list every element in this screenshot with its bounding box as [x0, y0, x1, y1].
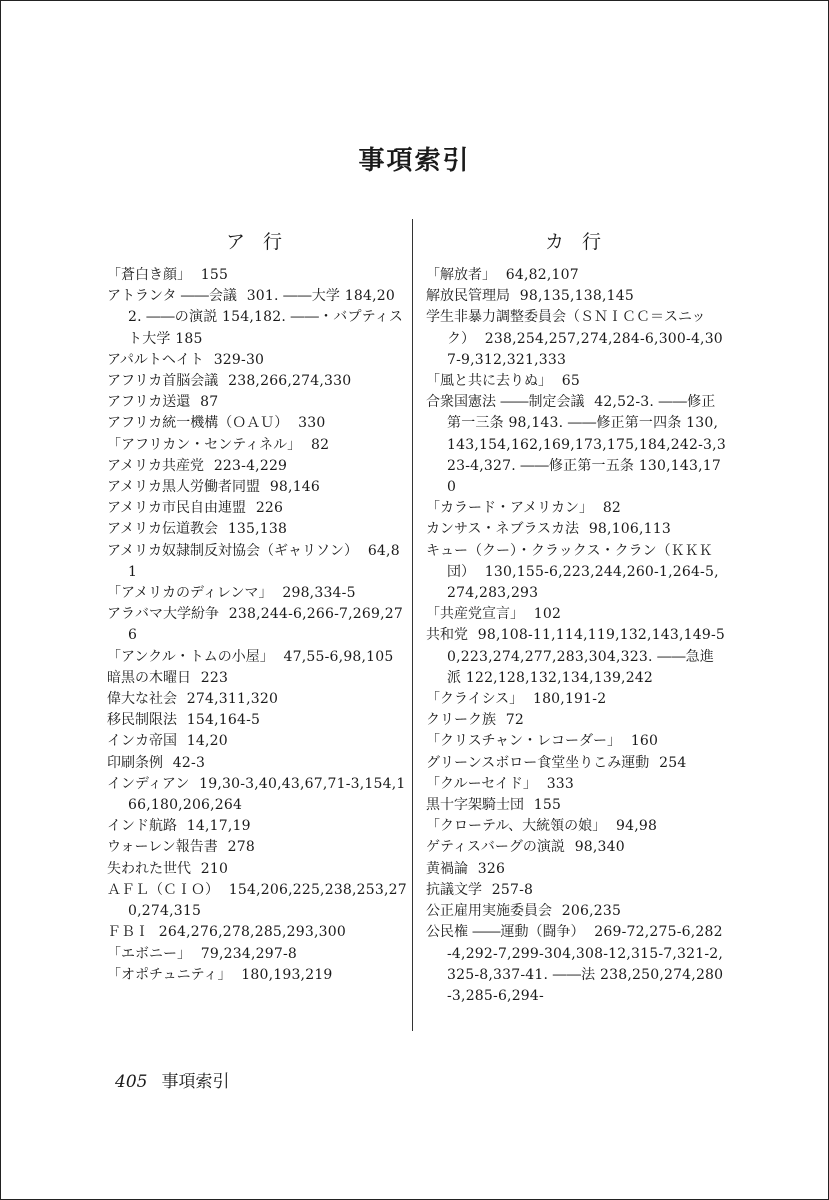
- index-entry: [107, 350, 407, 371]
- index-entry: [426, 286, 726, 307]
- index-term: 「風と共に去りぬ」: [426, 373, 552, 390]
- index-entry: [107, 541, 407, 583]
- index-pages: 14,17,19: [186, 818, 251, 835]
- page-title: 事項索引: [358, 146, 471, 176]
- index-pages: 98,340: [574, 839, 625, 856]
- index-term: 解放民管理局: [426, 288, 510, 305]
- index-term: ＡＦＬ（ＣＩＯ）: [107, 881, 219, 898]
- index-entry: [107, 519, 407, 540]
- index-term: アメリカ奴隷制反対協会（ギャリソン）: [107, 542, 359, 559]
- index-term: 「クライシス」: [426, 691, 524, 708]
- index-term: カンサス・ネブラスカ法: [426, 521, 580, 538]
- index-entry: [426, 731, 726, 752]
- index-pages: 155: [200, 267, 229, 283]
- footer-label: 事項索引: [161, 1072, 230, 1092]
- index-term: 印刷条例: [107, 754, 163, 771]
- index-pages: 238,254,257,274,284-6,300-4,307-9,312,321,333: [447, 330, 723, 368]
- index-entry: [426, 774, 726, 795]
- index-entry: [426, 710, 726, 731]
- index-pages: 65: [561, 373, 581, 390]
- index-pages: 206,235: [561, 903, 622, 920]
- index-pages: 326: [477, 860, 506, 877]
- index-pages: 180,191-2: [532, 691, 607, 708]
- page-number: 405: [115, 1072, 148, 1092]
- index-pages: 160: [630, 733, 659, 750]
- index-entry: [107, 604, 407, 646]
- index-pages: 278: [227, 839, 255, 856]
- index-term: 偉大な社会: [107, 691, 177, 708]
- index-pages: 64,81: [128, 542, 400, 580]
- index-pages: 87: [200, 394, 219, 411]
- index-term: 「蒼白き顔」: [107, 267, 191, 283]
- index-term: ウォーレン報告書: [107, 839, 218, 856]
- index-term: ＦＢＩ: [107, 924, 149, 941]
- index-pages: 238,266,274,330: [228, 373, 352, 390]
- index-pages: 330: [298, 415, 326, 432]
- index-pages: 264,276,278,285,293,300: [158, 924, 346, 941]
- index-entry: [426, 795, 726, 816]
- index-term: クリーク族: [426, 712, 496, 729]
- index-pages: 238,244-6,266-7,269,276: [128, 606, 403, 644]
- index-term: アメリカ市民自由連盟: [107, 500, 247, 517]
- index-term: インカ帝国: [107, 733, 177, 750]
- index-entry: [426, 392, 726, 498]
- index-pages: 98,108-11,114,119,132,143,149-50,223,274,277,283,304,323. ――急進派 122,128,132,134,139,242: [447, 627, 726, 686]
- page-footer: [115, 1067, 229, 1092]
- index-term: 「アフリカン・センティネル」: [107, 436, 302, 453]
- index-entry: [107, 922, 407, 943]
- index-term: アメリカ黒人労働者同盟: [107, 479, 261, 496]
- left-column-heading: ア 行: [225, 231, 289, 253]
- index-term: 学生非暴力調整委員会（ＳＮＩＣＣ＝スニック）: [426, 309, 706, 347]
- index-pages: 130,155-6,223,244,260-1,264-5,274,283,293: [447, 563, 719, 602]
- index-term: 共和党: [426, 627, 468, 644]
- index-term: 「カラード・アメリカン」: [426, 500, 594, 517]
- index-entry: [107, 837, 407, 858]
- index-term: 「クローテル、大統領の娘」: [426, 818, 607, 835]
- index-entry: [107, 668, 407, 689]
- index-pages: 47,55-6,98,105: [283, 648, 394, 665]
- index-entry: [107, 498, 407, 519]
- index-entry: [107, 689, 407, 710]
- index-term: アメリカ共産党: [107, 457, 205, 474]
- column-divider: [412, 219, 413, 1031]
- index-pages: 154,164-5: [186, 712, 261, 729]
- index-pages: 301. ――大学 184,202. ――の演説 154,182. ――・バプティスト大学 185: [128, 288, 404, 347]
- index-entry: [426, 753, 726, 774]
- index-term: 「クリスチャン・レコーダー」: [426, 733, 622, 750]
- index-term: グリーンスボロー食堂坐りこみ運動: [426, 754, 650, 771]
- index-entry: [107, 265, 407, 286]
- index-entry: [426, 498, 726, 519]
- index-pages: 333: [546, 775, 575, 792]
- index-entry: [107, 731, 407, 752]
- index-entry: [107, 286, 407, 350]
- index-entry: [426, 816, 726, 837]
- index-term: キュー（クー）・クラックス・クラン（ＫＫＫ団）: [426, 542, 713, 580]
- index-pages: 98,106,113: [588, 521, 671, 538]
- index-pages: 254: [659, 754, 687, 771]
- index-entry: [107, 477, 407, 498]
- index-entry: [107, 774, 407, 816]
- index-pages: 98,146: [269, 479, 321, 496]
- index-term: 黄禍論: [426, 860, 468, 877]
- right-column: [426, 229, 726, 1007]
- index-entry: [426, 519, 726, 540]
- index-entry: [426, 880, 726, 901]
- index-term: 公正雇用実施委員会: [426, 903, 552, 920]
- index-pages: 274,311,320: [186, 691, 279, 708]
- index-term: アラバマ大学紛争: [107, 606, 219, 623]
- index-pages: 72: [505, 712, 525, 729]
- index-entry: [107, 816, 407, 837]
- index-term: 「アメリカのディレンマ」: [107, 585, 273, 602]
- right-entry-list: [426, 265, 726, 1007]
- index-term: アフリカ統一機構（ＯＡＵ）: [107, 415, 289, 432]
- index-term: 「共産党宣言」: [426, 606, 524, 623]
- index-term: アトランタ ――会議: [107, 288, 237, 305]
- index-term: 「アンクル・トムの小屋」: [107, 648, 274, 665]
- index-pages: 79,234,297-8: [200, 945, 297, 962]
- index-pages: 64,82,107: [505, 267, 579, 283]
- index-entry: [107, 435, 407, 456]
- index-entry: [426, 837, 726, 858]
- left-column: [107, 229, 407, 986]
- index-entry: [107, 583, 407, 604]
- index-entry: [107, 456, 407, 477]
- index-term: 失われた世代: [107, 860, 191, 877]
- index-pages: 329-30: [213, 351, 265, 368]
- index-pages: 210: [200, 860, 229, 877]
- index-pages: 226: [255, 500, 284, 517]
- index-term: ゲティスバーグの演説: [426, 839, 565, 856]
- index-pages: 135,138: [227, 521, 288, 538]
- index-pages: 82: [602, 500, 622, 517]
- index-term: 「解放者」: [426, 267, 496, 283]
- index-entry: [107, 392, 407, 413]
- index-term: 移民制限法: [107, 712, 177, 729]
- index-term: 合衆国憲法 ――制定会議: [426, 394, 585, 411]
- index-entry: [107, 965, 407, 986]
- index-pages: 42-3: [172, 754, 206, 771]
- index-entry: [426, 265, 726, 286]
- right-column-heading: カ 行: [544, 231, 608, 253]
- index-entry: [426, 371, 726, 392]
- index-pages: 155: [533, 797, 562, 814]
- index-pages: 180,193,219: [241, 966, 333, 983]
- index-term: 「オポチュニティ」: [107, 966, 232, 983]
- index-term: アフリカ送還: [107, 394, 191, 411]
- index-entry: [426, 901, 726, 922]
- index-entry: [426, 604, 726, 625]
- index-entry: [426, 689, 726, 710]
- index-entry: [107, 371, 407, 392]
- index-term: アメリカ伝道教会: [107, 521, 219, 538]
- index-pages: 98,135,138,145: [519, 288, 634, 305]
- index-entry: [107, 753, 407, 774]
- index-pages: 42,52-3. ――修正第一三条 98,143. ――修正第一四条 130,143,154,162,169,173,175,184,242-3,323-4,327. ――修正第一五条 130,143,170: [447, 394, 726, 496]
- index-term: インディアン: [107, 775, 190, 792]
- index-entry: [107, 413, 407, 434]
- index-term: アパルトヘイト: [107, 351, 204, 368]
- index-term: 黒十字架騎士団: [426, 797, 524, 814]
- index-pages: 19,30-3,40,43,67,71-3,154,166,180,206,264: [128, 775, 406, 814]
- index-term: アフリカ首脳会議: [107, 373, 219, 390]
- index-term: 「エボニー」: [107, 945, 191, 962]
- index-pages: 257-8: [491, 881, 534, 898]
- index-pages: 94,98: [615, 818, 658, 835]
- index-pages: 223: [200, 669, 229, 686]
- index-entry: [107, 710, 407, 731]
- index-entry: [107, 859, 407, 880]
- left-entry-list: [107, 265, 407, 986]
- index-entry: [107, 944, 407, 965]
- index-term: 暗黒の木曜日: [107, 669, 191, 686]
- index-pages: 14,20: [186, 733, 228, 750]
- index-pages: 269-72,275-6,282-4,292-7,299-304,308-12,315-7,321-2,325-8,337-41. ――法 238,250,274,280-3,285-6,294-: [447, 924, 724, 1004]
- index-term: インド航路: [107, 818, 177, 835]
- index-entry: [426, 922, 726, 1007]
- index-entry: [107, 880, 407, 922]
- index-entry: [107, 647, 407, 668]
- index-entry: [426, 541, 726, 605]
- index-pages: 223-4,229: [213, 457, 288, 474]
- index-pages: 298,334-5: [282, 585, 356, 602]
- index-pages: 82: [310, 436, 330, 453]
- index-entry: [426, 307, 726, 371]
- index-term: 公民権 ――運動（闘争）: [426, 924, 585, 941]
- index-term: 抗議文学: [426, 881, 482, 898]
- index-entry: [426, 859, 726, 880]
- index-pages: 154,206,225,238,253,270,274,315: [128, 881, 407, 920]
- index-pages: 102: [533, 606, 562, 623]
- index-entry: [426, 625, 726, 689]
- index-term: 「クルーセイド」: [426, 775, 537, 792]
